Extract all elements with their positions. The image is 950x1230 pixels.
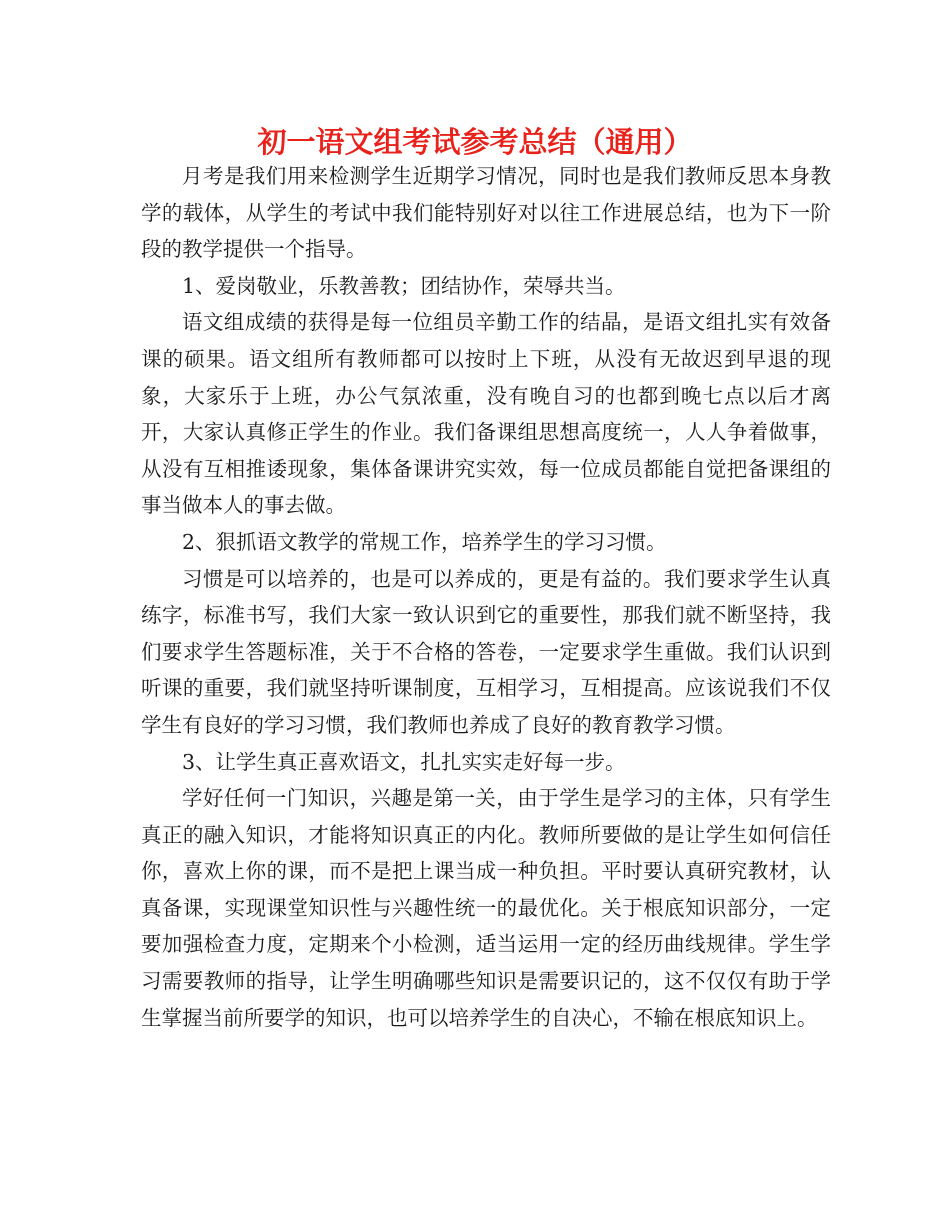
paragraph-section-1: 语文组成绩的获得是每一位组员辛勤工作的结晶，是语文组扎实有效备课的硕果。语文组所有教师都可以按时上下班，从没有无故迟到早退的现象，大家乐于上班，办公气氛浓重，没有晚自习的也都到晚七点以后才离开，大家认真修正学生的作业。我们备课组思想高度统一，人人争着做事，从没有互相推诿现象，集体备课讲究实效，每一位成员都能自觉把备课组的事当做本人的事去做。 <box>141 310 831 518</box>
section-heading-1: 1、爱岗敬业，乐教善教；团结协作，荣辱共当。 <box>182 273 626 298</box>
document-body <box>141 158 831 1036</box>
paragraph-intro: 月考是我们用来检测学生近期学习情况，同时也是我们教师反思本身教学的载体，从学生的考试中我们能特别好对以往工作进展总结，也为下一阶段的教学提供一个指导。 <box>141 164 831 262</box>
paragraph-section-3: 学好任何一门知识，兴趣是第一关，由于学生是学习的主体，只有学生真正的融入知识，才能将知识真正的内化。教师所要做的是让学生如何信任你，喜欢上你的课，而不是把上课当成一种负担。平时要认真研究教材，认真备课，实现课堂知识性与兴趣性统一的最优化。关于根底知识部分，一定要加强检查力度，定期来个小检测，适当运用一定的经历曲线规律。学生学习需要教师的指导，让学生明确哪些知识是需要识记的，这不仅仅有助于学生掌握当前所要学的知识，也可以培养学生的自决心，不输在根底知识上。 <box>141 786 831 1030</box>
section-heading-3: 3、让学生真正喜欢语文，扎扎实实走好每一步。 <box>182 749 626 774</box>
paragraph-section-2: 习惯是可以培养的，也是可以养成的，更是有益的。我们要求学生认真练字，标准书写，我们大家一致认识到它的重要性，那我们就不断坚持，我们要求学生答题标准，关于不合格的答卷，一定要求学生重做。我们认识到听课的重要，我们就坚持听课制度，互相学习，互相提高。应该说我们不仅学生有良好的学习习惯，我们教师也养成了良好的教育教学习惯。 <box>141 566 831 737</box>
section-heading-2: 2、狠抓语文教学的常规工作，培养学生的学习习惯。 <box>182 529 667 554</box>
document-title: 初一语文组考试参考总结（通用） <box>257 125 693 159</box>
